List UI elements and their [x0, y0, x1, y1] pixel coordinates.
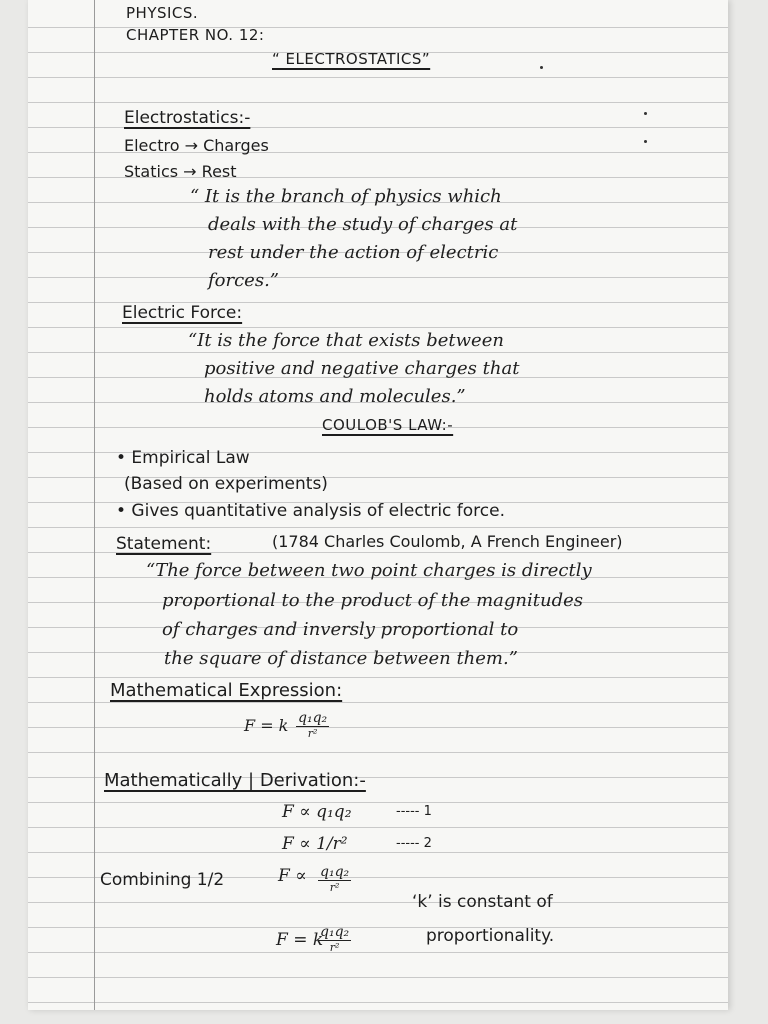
electric-force-heading: Electric Force:: [122, 303, 243, 323]
expression-denominator: r²: [307, 727, 318, 740]
equation-1-tag: ----- 1: [396, 804, 432, 819]
empirical-law-point: • Empirical Law: [116, 448, 250, 468]
electrostatics-def-line: deals with the study of charges at: [208, 214, 518, 235]
math-expression-heading: Mathematical Expression:: [110, 680, 343, 701]
ink-dot: [644, 140, 647, 143]
constant-note: ‘k’ is constant of: [412, 892, 553, 912]
statement-line: proportional to the product of the magnitudes: [162, 590, 583, 611]
electrostatics-def-line: rest under the action of electric: [208, 242, 499, 263]
equation-4-denominator: r²: [329, 941, 340, 954]
equation-3-lhs: F ∝: [278, 866, 307, 886]
proportionality-note: proportionality.: [426, 926, 555, 946]
chapter-title: “ ELECTROSTATICS”: [272, 50, 431, 68]
expression-numerator: q₁q₂: [298, 710, 328, 726]
electric-force-def-line: holds atoms and molecules.”: [204, 386, 466, 407]
statics-meaning: Statics → Rest: [124, 162, 237, 181]
coulombs-law-heading: COULOB'S LAW:-: [322, 416, 454, 434]
chapter-number: CHAPTER NO. 12:: [126, 26, 265, 44]
equation-3-numerator: q₁q₂: [320, 864, 350, 880]
equation-3-fraction: [318, 864, 351, 895]
electric-force-def-line: “It is the force that exists between: [188, 330, 504, 351]
electrostatics-def-line: forces.”: [208, 270, 279, 291]
ink-dot: [540, 66, 543, 69]
combining-label: Combining 1/2: [100, 870, 225, 890]
statement-note: (1784 Charles Coulomb, A French Engineer): [272, 532, 623, 551]
equation-3-denominator: r²: [329, 881, 340, 894]
quantitative-analysis-point: • Gives quantitative analysis of electric force.: [116, 501, 505, 521]
electro-meaning: Electro → Charges: [124, 136, 269, 155]
statement-line: “The force between two point charges is directly: [146, 560, 592, 581]
statement-line: the square of distance between them.”: [164, 648, 518, 669]
electric-force-def-line: positive and negative charges that: [204, 358, 520, 379]
margin-line: [94, 0, 95, 1010]
statement-label: Statement:: [116, 534, 212, 554]
ink-dot: [644, 112, 647, 115]
equation-1: F ∝ q₁q₂: [282, 802, 352, 822]
derivation-heading: Mathematically | Derivation:-: [104, 770, 366, 791]
equation-2-tag: ----- 2: [396, 836, 432, 851]
electrostatics-def-line: “ It is the branch of physics which: [190, 186, 502, 207]
equation-4-fraction: [318, 924, 351, 955]
equation-4-numerator: q₁q₂: [320, 924, 350, 940]
statement-line: of charges and inversly proportional to: [162, 619, 519, 640]
expression-lhs: F = k: [244, 716, 289, 735]
equation-4-lhs: F = k: [276, 930, 324, 950]
equation-2: F ∝ 1/r²: [282, 834, 348, 854]
experiments-note: (Based on experiments): [124, 474, 328, 494]
subject-label: PHYSICS.: [126, 4, 199, 22]
expression-fraction: [296, 710, 329, 741]
electrostatics-heading: Electrostatics:-: [124, 108, 251, 128]
